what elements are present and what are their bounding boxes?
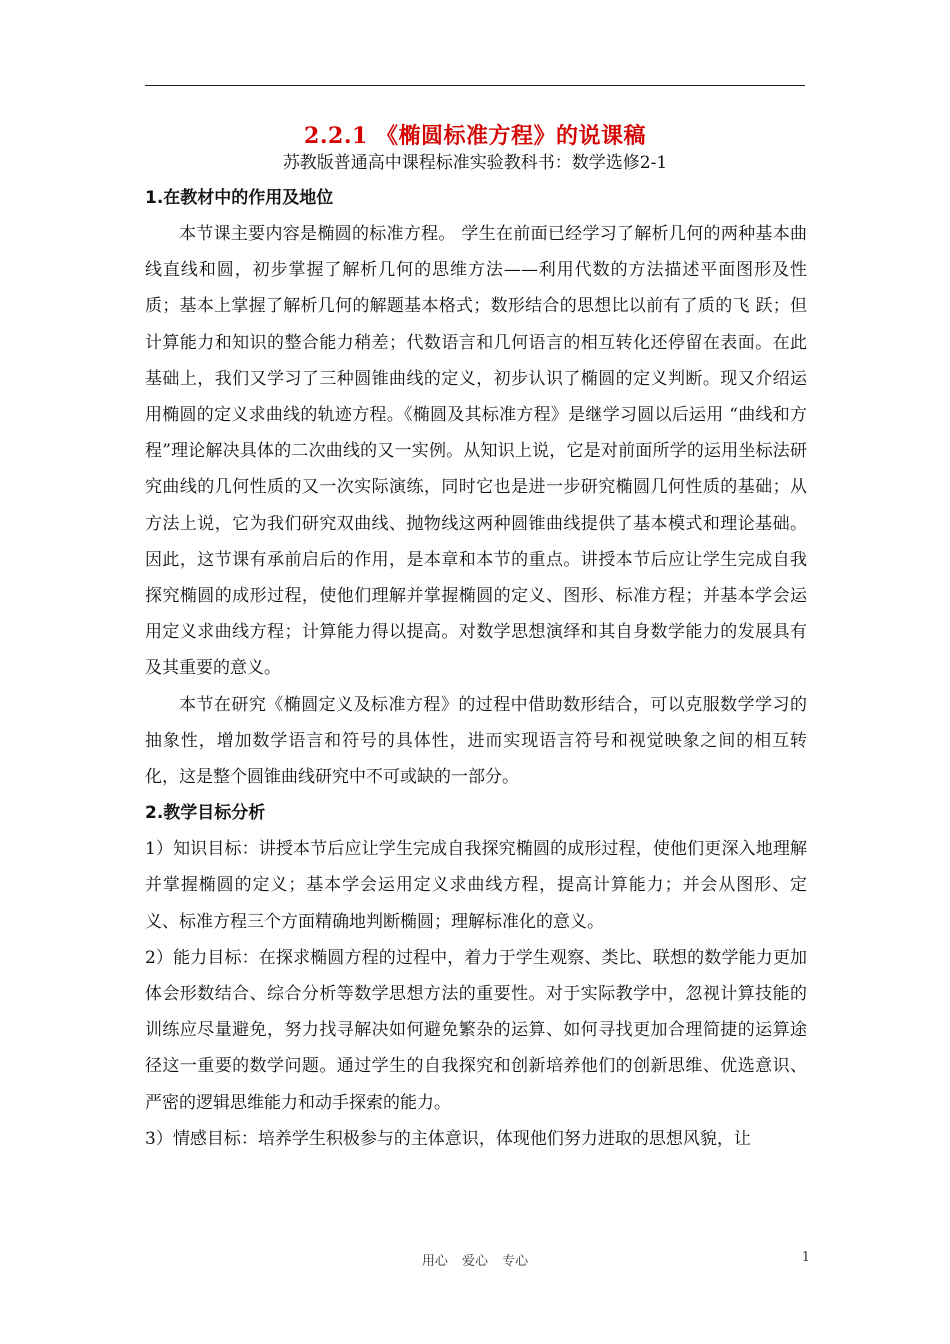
document-title: 2.2.1 《椭圆标准方程》的说课稿 xyxy=(304,123,646,149)
section-2-knowledge-goal: 1）知识目标：讲授本节后应让学生完成自我探究椭圆的成形过程，使他们更深入地理解并掌握椭圆的定义；基本学会运用定义求曲线方程，提高计算能力；并会从图形、定义、标准方程三个方面精确地判断椭圆；理解标准化的意义。 xyxy=(145,839,807,932)
section-1-paragraph-1: 本节课主要内容是椭圆的标准方程。 学生在前面已经学习了解析几何的两种基本曲线直线和圆，初步掌握了解析几何的思维方法——利用代数的方法描述平面图形及性质；基本上掌握了解析几何的解题基本格式；数形结合的思想比以前有了质的飞 跃；但计算能力和知识的整合能力稍差；代数语言和几何语言的相互转化还停留在表面。在此基础上，我们又学习了三种圆锥曲线的定义，初步认识了椭圆的定义判断。现又介绍运用椭圆的定义求曲线的轨迹方程。《椭圆及其标准方程》是继学习圆以后运用 “曲线和方程”理论解决具体的二次曲线的又一实例。从知识上说，它是对前面所学的运用坐标法研究曲线的几何性质的又一次实际演练，同时它也是进一步研究椭圆几何性质的基础；从方法上说，它为我们研究双曲线、抛物线这两种圆锥曲线提供了基本模式和理论基础。因此，这节课有承前启后的作用，是本章和本节的重点。讲授本节后应让学生完成自我探究椭圆的成形过程，使他们理解并掌握椭圆的定义、图形、标准方程；并基本学会运用定义求曲线方程；计算能力得以提高。对数学思想演绎和其自身数学能力的发展具有及其重要的意义。 xyxy=(145,224,807,679)
header-rule xyxy=(145,85,805,86)
section-2-emotion-goal: 3）情感目标：培养学生积极参与的主体意识，体现他们努力进取的思想风貌，让 xyxy=(145,1128,751,1149)
page-number: 1 xyxy=(801,1250,810,1265)
section-heading-1: 1.在教材中的作用及地位 xyxy=(145,188,334,208)
document-subtitle: 苏教版普通高中课程标准实验教科书：数学选修2-1 xyxy=(282,153,668,173)
document-body xyxy=(145,180,807,1157)
section-2-ability-goal: 2）能力目标：在探求椭圆方程的过程中，着力于学生观察、类比、联想的数学能力更加体会形数结合、综合分析等数学思想方法的重要性。对于实际教学中，忽视计算技能的训练应尽量避免，努力找寻解决如何避免繁杂的运算、如何寻找更加合理简捷的运算途径这一重要的数学问题。通过学生的自我探究和创新培养他们的创新思维、优选意识、严密的逻辑思维能力和动手探索的能力。 xyxy=(145,947,807,1113)
footer-motto: 用心 爱心 专心 xyxy=(421,1254,529,1269)
section-1-paragraph-2: 本节在研究《椭圆定义及标准方程》的过程中借助数形结合，可以克服数学学习的抽象性，增加数学语言和符号的具体性，进而实现语言符号和视觉映象之间的相互转化，这是整个圆锥曲线研究中不可或缺的一部分。 xyxy=(145,694,807,788)
section-heading-2: 2.教学目标分析 xyxy=(145,803,266,824)
